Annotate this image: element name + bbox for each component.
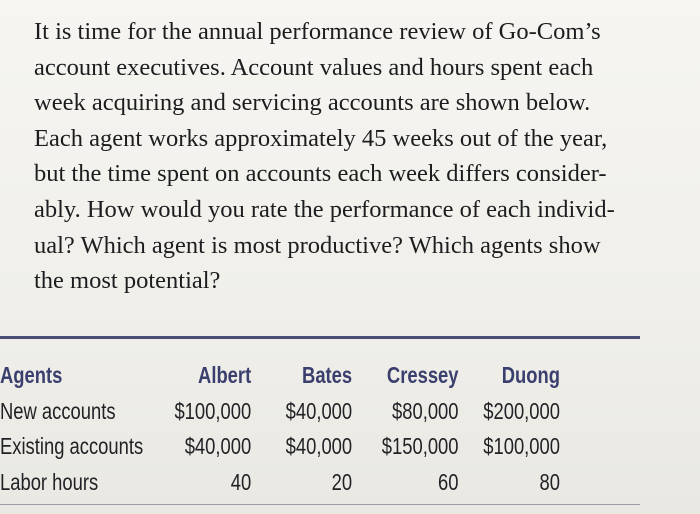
table-cell: 40 — [230, 468, 252, 495]
row-label-existing-accounts: Existing accounts — [0, 433, 144, 460]
table-cell: $80,000 — [392, 397, 459, 424]
problem-line: It is time for the annual performance review of Go-Com’s — [34, 18, 601, 45]
row-label-new-accounts: New accounts — [0, 397, 116, 424]
header-agents: Agents — [0, 362, 63, 389]
table-cell: 60 — [438, 468, 459, 495]
table-cell: $40,000 — [285, 433, 353, 460]
table-row — [0, 465, 560, 501]
problem-text — [34, 14, 664, 299]
row-label-labor-hours: Labor hours — [0, 468, 99, 495]
table-cell: $40,000 — [184, 433, 252, 460]
problem-line: the most potential? — [34, 267, 221, 295]
table-cell: $100,000 — [174, 397, 252, 424]
problem-line: account executives. Account values and hours spent each — [34, 53, 594, 81]
table-cell: 20 — [331, 468, 353, 495]
table-cell: 80 — [539, 468, 560, 495]
table-cell: $40,000 — [285, 397, 353, 424]
problem-line: Each agent works approximately 45 weeks out of the year, — [34, 124, 608, 152]
problem-line: ably. How would you rate the performance of each individ- — [34, 195, 615, 223]
table-top-rule — [0, 336, 640, 339]
problem-line: ual? Which agent is most productive? Which agents show — [34, 231, 601, 259]
header-duong: Duong — [501, 362, 560, 389]
problem-line: week acquiring and servicing accounts are shown below. — [34, 89, 591, 117]
table-cell: $200,000 — [483, 397, 560, 424]
table-bottom-rule — [0, 504, 640, 505]
table-cell: $100,000 — [483, 433, 560, 460]
header-albert: Albert — [198, 362, 252, 389]
table-row — [0, 429, 560, 465]
problem-line: but the time spent on accounts each week differs consider- — [34, 160, 607, 188]
header-cressey: Cressey — [386, 362, 459, 389]
table-header-row — [0, 358, 560, 394]
table-row — [0, 394, 560, 430]
table-cell: $150,000 — [381, 433, 459, 460]
header-bates: Bates — [302, 362, 353, 389]
agents-table — [0, 358, 560, 500]
